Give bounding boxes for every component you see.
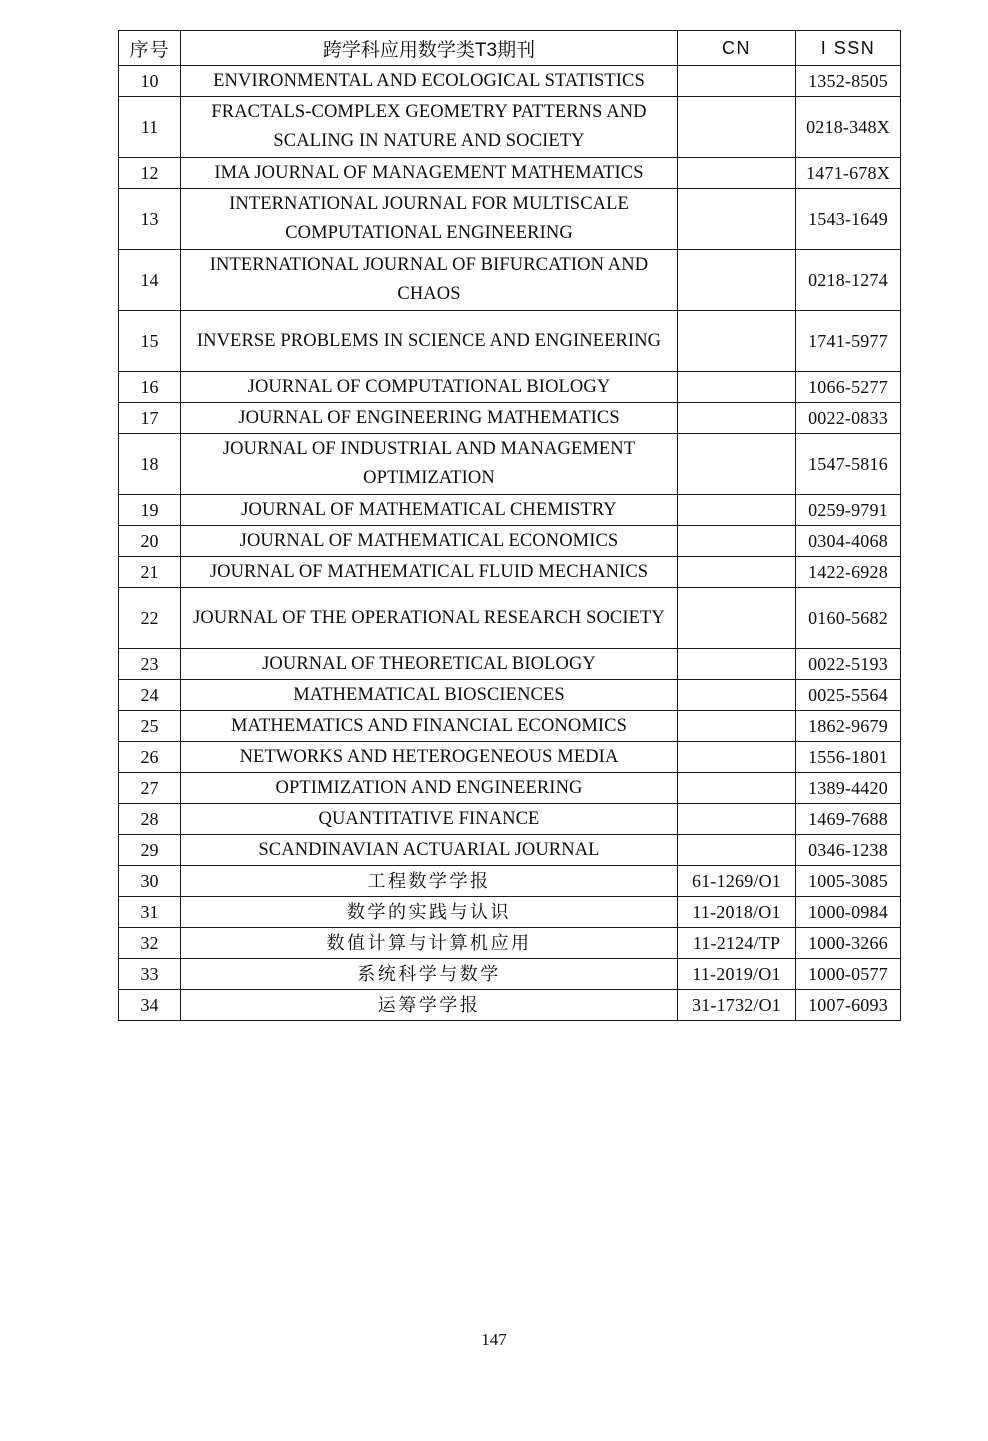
cell-sequence: 12 [119,158,181,189]
cell-cn [678,557,796,588]
cell-sequence: 27 [119,773,181,804]
cell-issn: 1547-5816 [796,434,901,495]
cell-issn: 0160-5682 [796,588,901,649]
cell-issn: 0025-5564 [796,680,901,711]
cell-sequence: 30 [119,866,181,897]
cell-cn [678,434,796,495]
cell-sequence: 15 [119,311,181,372]
table-row [119,711,901,742]
table-row [119,990,901,1021]
cell-journal-title: FRACTALS-COMPLEX GEOMETRY PATTERNS AND SCALING IN NATURE AND SOCIETY [181,97,678,158]
table-row [119,835,901,866]
cell-journal-title: JOURNAL OF COMPUTATIONAL BIOLOGY [181,372,678,403]
cell-issn: 1000-0984 [796,897,901,928]
cell-sequence: 22 [119,588,181,649]
cell-issn: 0218-1274 [796,250,901,311]
cell-cn [678,526,796,557]
cell-issn: 1469-7688 [796,804,901,835]
cell-cn [678,495,796,526]
table-header-row [119,31,901,66]
cell-cn [678,711,796,742]
table-row [119,372,901,403]
cell-journal-title: INTERNATIONAL JOURNAL OF BIFURCATION AND CHAOS [181,250,678,311]
cell-journal-title: JOURNAL OF MATHEMATICAL ECONOMICS [181,526,678,557]
cell-issn: 1422-6928 [796,557,901,588]
cell-cn [678,97,796,158]
cell-journal-title: JOURNAL OF MATHEMATICAL FLUID MECHANICS [181,557,678,588]
table-row [119,680,901,711]
table-row [119,189,901,250]
cell-issn: 0218-348X [796,97,901,158]
cell-issn: 1556-1801 [796,742,901,773]
table-row [119,742,901,773]
cell-journal-title: JOURNAL OF MATHEMATICAL CHEMISTRY [181,495,678,526]
column-header-issn: I SSN [796,31,901,66]
cell-sequence: 34 [119,990,181,1021]
cell-journal-title: INTERNATIONAL JOURNAL FOR MULTISCALE COMPUTATIONAL ENGINEERING [181,189,678,250]
cell-sequence: 24 [119,680,181,711]
table-header [119,31,901,66]
column-header-sequence: 序号 [119,31,181,66]
cell-cn: 61-1269/O1 [678,866,796,897]
cell-journal-title: IMA JOURNAL OF MANAGEMENT MATHEMATICS [181,158,678,189]
cell-sequence: 13 [119,189,181,250]
column-header-cn: CN [678,31,796,66]
cell-journal-title: 数值计算与计算机应用 [181,928,678,959]
table-row [119,66,901,97]
journal-list-table [118,30,901,1021]
cell-sequence: 32 [119,928,181,959]
cell-cn [678,804,796,835]
cell-issn: 0346-1238 [796,835,901,866]
cell-journal-title: INVERSE PROBLEMS IN SCIENCE AND ENGINEERING [181,311,678,372]
cell-issn: 1005-3085 [796,866,901,897]
page-number: 147 [481,1330,507,1349]
cell-sequence: 25 [119,711,181,742]
cell-sequence: 20 [119,526,181,557]
column-header-title: 跨学科应用数学类T3期刊 [181,31,678,66]
cell-issn: 1352-8505 [796,66,901,97]
cell-issn: 1389-4420 [796,773,901,804]
cell-sequence: 14 [119,250,181,311]
cell-cn: 31-1732/O1 [678,990,796,1021]
cell-journal-title: 系统科学与数学 [181,959,678,990]
cell-journal-title: MATHEMATICAL BIOSCIENCES [181,680,678,711]
table-row [119,97,901,158]
cell-cn [678,372,796,403]
table-row [119,649,901,680]
table-row [119,495,901,526]
table-row [119,588,901,649]
cell-cn [678,649,796,680]
cell-journal-title: 工程数学学报 [181,866,678,897]
cell-journal-title: OPTIMIZATION AND ENGINEERING [181,773,678,804]
cell-journal-title: SCANDINAVIAN ACTUARIAL JOURNAL [181,835,678,866]
table-row [119,773,901,804]
cell-sequence: 17 [119,403,181,434]
cell-issn: 0022-5193 [796,649,901,680]
cell-issn: 0304-4068 [796,526,901,557]
cell-journal-title: JOURNAL OF ENGINEERING MATHEMATICS [181,403,678,434]
cell-cn: 11-2019/O1 [678,959,796,990]
cell-cn [678,66,796,97]
table-row [119,158,901,189]
cell-cn [678,250,796,311]
cell-issn: 1007-6093 [796,990,901,1021]
cell-journal-title: 运筹学学报 [181,990,678,1021]
cell-cn: 11-2124/TP [678,928,796,959]
cell-sequence: 31 [119,897,181,928]
cell-sequence: 11 [119,97,181,158]
cell-journal-title: JOURNAL OF THE OPERATIONAL RESEARCH SOCIETY [181,588,678,649]
cell-cn [678,158,796,189]
table-row [119,434,901,495]
cell-cn [678,588,796,649]
table-row [119,928,901,959]
table-row [119,403,901,434]
cell-cn [678,403,796,434]
cell-journal-title: 数学的实践与认识 [181,897,678,928]
cell-sequence: 28 [119,804,181,835]
cell-cn [678,189,796,250]
table-row [119,804,901,835]
cell-issn: 0259-9791 [796,495,901,526]
table-row [119,526,901,557]
table-row [119,311,901,372]
cell-sequence: 29 [119,835,181,866]
cell-journal-title: MATHEMATICS AND FINANCIAL ECONOMICS [181,711,678,742]
cell-sequence: 23 [119,649,181,680]
cell-sequence: 16 [119,372,181,403]
cell-issn: 1066-5277 [796,372,901,403]
cell-sequence: 21 [119,557,181,588]
cell-cn [678,742,796,773]
cell-journal-title: NETWORKS AND HETEROGENEOUS MEDIA [181,742,678,773]
table-row [119,557,901,588]
cell-issn: 1000-3266 [796,928,901,959]
cell-issn: 1741-5977 [796,311,901,372]
cell-sequence: 33 [119,959,181,990]
cell-journal-title: JOURNAL OF INDUSTRIAL AND MANAGEMENT OPTIMIZATION [181,434,678,495]
cell-cn [678,773,796,804]
cell-journal-title: QUANTITATIVE FINANCE [181,804,678,835]
cell-issn: 1000-0577 [796,959,901,990]
table-row [119,250,901,311]
cell-issn: 1862-9679 [796,711,901,742]
table-row [119,866,901,897]
cell-sequence: 19 [119,495,181,526]
table-row [119,959,901,990]
cell-cn: 11-2018/O1 [678,897,796,928]
cell-sequence: 18 [119,434,181,495]
cell-issn: 1471-678X [796,158,901,189]
cell-cn [678,311,796,372]
cell-journal-title: JOURNAL OF THEORETICAL BIOLOGY [181,649,678,680]
cell-sequence: 10 [119,66,181,97]
table-row [119,897,901,928]
cell-journal-title: ENVIRONMENTAL AND ECOLOGICAL STATISTICS [181,66,678,97]
cell-sequence: 26 [119,742,181,773]
cell-issn: 0022-0833 [796,403,901,434]
cell-cn [678,835,796,866]
cell-cn [678,680,796,711]
cell-issn: 1543-1649 [796,189,901,250]
table-body [119,66,901,1021]
